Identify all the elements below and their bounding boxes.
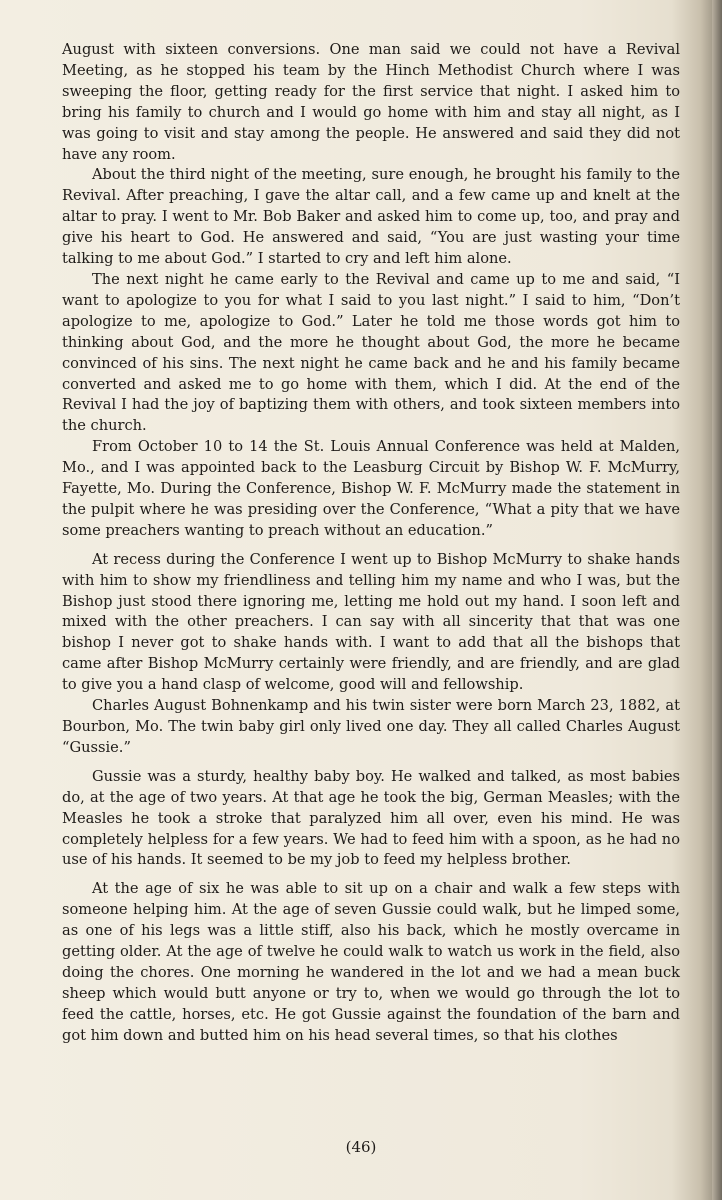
body-text [62, 40, 680, 1047]
paragraph: About the third night of the meeting, sure enough, he brought his family to the Revival. After preaching, I gave the altar call, and a few came up and knelt at the altar to pray. I went to Mr. Bob Baker and asked him to come up, too, and pray and give his heart to God. He answered and said, “You are just wasting your time talking to me about God.” I started to cry and left him alone. [62, 166, 680, 268]
paragraph: Gussie was a sturdy, healthy baby boy. He walked and talked, as most babies do, at the age of two years. At that age he took the big, German Measles; with the Measles he took a stroke that paralyzed him all over, even his mind. He was completely helpless for a few years. We had to feed him with a spoon, as he had no use of his hands. It seemed to be my job to feed my helpless brother. [62, 767, 680, 869]
paragraph: Charles August Bohnenkamp and his twin sister were born March 23, 1882, at Bourbon, Mo. The twin baby girl only lived one day. They all called Charles August “Gussie.” [62, 697, 680, 756]
paragraph: August with sixteen conversions. One man said we could not have a Revival Meeting, as he stopped his team by the Hinch Methodist Church where I was sweeping the floor, getting ready for the first service that night. I asked him to bring his family to church and I would go home with him and stay all night, as I was going to visit and stay among the people. He answered and said they did not have any room. [62, 41, 680, 163]
binding-shadow [712, 0, 722, 1200]
paragraph: The next night he came early to the Revival and came up to me and said, “I want to apologize to you for what I said to you last night.” I said to him, “Don’t apologize to me, apologize to God.” Later he told me those words got him to thinking about God, and the more he thought about God, the more he became convinced of his sins. The next night he came back and he and his family became converted and asked me to go home with them, which I did. At the end of the Revival I had the joy of baptizing them with others, and took sixteen members into the church. [62, 270, 680, 435]
paragraph: At recess during the Conference I went up to Bishop McMurry to shake hands with him to show my friendliness and telling him my name and who I was, but the Bishop just stood there ignoring me, letting me hold out my hand. I soon left and mixed with the other preachers. I can say with all sincerity that that was one bishop I never got to shake hands with. I want to add that all the bishops that came after Bishop McMurry certainly were friendly, and are friendly, and are glad to give you a hand clasp of welcome, good will and fellowship. [62, 550, 680, 694]
page-number: (46) [345, 1138, 377, 1156]
paragraph: At the age of six he was able to sit up on a chair and walk a few steps with someone helping him. At the age of seven Gussie could walk, but he limped some, as one of his legs was a little stiff, also his back, which he mostly overcame in getting older. At the age of twelve he could walk to watch us work in the field, also doing the chores. One morning he wandered in the lot and we had a mean buck sheep which would butt anyone or try to, when we would go through the lot to feed the cattle, horses, etc. He got Gussie against the foundation of the barn and got him down and butted him on his head several times, so that his clothes [62, 880, 680, 1044]
paragraph: From October 10 to 14 the St. Louis Annual Conference was held at Malden, Mo., and I was appointed back to the Leasburg Circuit by Bishop W. F. McMurry, Fayette, Mo. During the Conference, Bishop W. F. McMurry made the statement in the pulpit where he was presiding over the Conference, “What a pity that we have some preachers wanting to preach without an education.” [62, 438, 680, 539]
